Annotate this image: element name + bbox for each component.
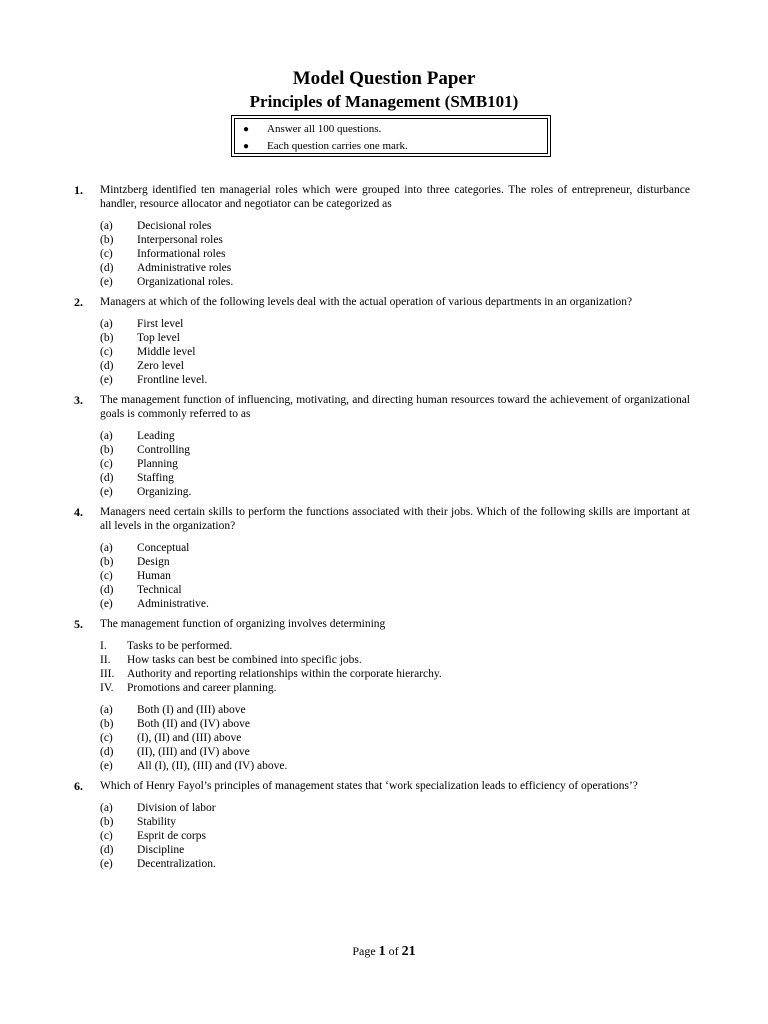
option-list bbox=[0, 317, 768, 387]
option bbox=[100, 471, 768, 485]
option-label: (a) bbox=[100, 802, 113, 814]
option-label: (a) bbox=[100, 220, 113, 232]
instructions-inner-border bbox=[234, 118, 548, 154]
statement bbox=[100, 653, 768, 667]
option bbox=[100, 857, 768, 871]
option-text: Conceptual bbox=[137, 542, 190, 554]
option-text: Frontline level. bbox=[137, 374, 208, 386]
statement-label: III. bbox=[100, 668, 115, 680]
option bbox=[100, 275, 768, 289]
option bbox=[100, 703, 768, 717]
option-label: (e) bbox=[100, 276, 113, 288]
option-list bbox=[0, 703, 768, 773]
option bbox=[100, 759, 768, 773]
option-label: (a) bbox=[100, 704, 113, 716]
option-text: Organizational roles. bbox=[137, 276, 234, 288]
option-text: Zero level bbox=[137, 360, 184, 372]
statement-list bbox=[0, 639, 768, 695]
option-label: (c) bbox=[100, 248, 113, 260]
option bbox=[100, 583, 768, 597]
option-label: (c) bbox=[100, 570, 113, 582]
option-text: Decisional roles bbox=[137, 220, 212, 232]
statement bbox=[100, 667, 768, 681]
option-label: (c) bbox=[100, 346, 113, 358]
option-label: (e) bbox=[100, 760, 113, 772]
total-pages-number: 21 bbox=[401, 944, 416, 959]
question-number: 1. bbox=[74, 183, 83, 197]
instruction-text: Each question carries one mark. bbox=[267, 140, 408, 152]
option-label: (d) bbox=[100, 472, 114, 484]
option-text: Division of labor bbox=[137, 802, 216, 814]
option bbox=[100, 345, 768, 359]
option bbox=[100, 843, 768, 857]
option-text: (II), (III) and (IV) above bbox=[137, 746, 250, 758]
option-text: Esprit de corps bbox=[137, 830, 206, 842]
option-text: Technical bbox=[137, 584, 182, 596]
option bbox=[100, 569, 768, 583]
question-number: 5. bbox=[74, 617, 83, 631]
option-text: Staffing bbox=[137, 472, 174, 484]
option-text: Planning bbox=[137, 458, 178, 470]
option-label: (b) bbox=[100, 718, 114, 730]
question-3 bbox=[0, 393, 768, 499]
option-text: Top level bbox=[137, 332, 180, 344]
question-text: Which of Henry Fayol’s principles of management states that ‘work specialization leads to efficiency of operations’? bbox=[100, 780, 638, 792]
bullet-icon: ● bbox=[243, 141, 250, 152]
option bbox=[100, 597, 768, 611]
question-5 bbox=[0, 617, 768, 773]
option bbox=[100, 247, 768, 261]
option-text: Middle level bbox=[137, 346, 196, 358]
option bbox=[100, 317, 768, 331]
page-word: Page bbox=[352, 944, 376, 958]
option bbox=[100, 331, 768, 345]
option-label: (d) bbox=[100, 360, 114, 372]
option-label: (d) bbox=[100, 584, 114, 596]
option bbox=[100, 555, 768, 569]
question-6 bbox=[0, 779, 768, 871]
statement-label: IV. bbox=[100, 682, 114, 694]
option-text: (I), (II) and (III) above bbox=[137, 732, 242, 744]
option-label: (b) bbox=[100, 332, 114, 344]
question-4 bbox=[0, 505, 768, 611]
instructions-box bbox=[231, 115, 551, 157]
question-list bbox=[0, 183, 768, 877]
option-label: (e) bbox=[100, 374, 113, 386]
option bbox=[100, 801, 768, 815]
option-text: Both (II) and (IV) above bbox=[137, 718, 251, 730]
option-label: (b) bbox=[100, 556, 114, 568]
option-list bbox=[0, 429, 768, 499]
question-1 bbox=[0, 183, 768, 289]
question-text: Managers need certain skills to perform the functions associated with their jobs. Which of the following skills are important at all levels in the organization? bbox=[100, 506, 690, 532]
option bbox=[100, 829, 768, 843]
option-label: (e) bbox=[100, 486, 113, 498]
option-label: (a) bbox=[100, 318, 113, 330]
option-text: Human bbox=[137, 570, 171, 582]
option-list bbox=[0, 541, 768, 611]
option-label: (c) bbox=[100, 830, 113, 842]
option-list bbox=[0, 219, 768, 289]
option-text: Informational roles bbox=[137, 248, 226, 260]
instruction-text: Answer all 100 questions. bbox=[267, 123, 382, 135]
question-text: Mintzberg identified ten managerial roles which were grouped into three categories. The roles of entrepreneur, disturbance handler, resource allocator and negotiator can be categorized as bbox=[100, 184, 690, 210]
option-label: (a) bbox=[100, 430, 113, 442]
statement-label: I. bbox=[100, 640, 107, 652]
option-text: First level bbox=[137, 318, 184, 330]
statement bbox=[100, 681, 768, 695]
question-text: The management function of organizing involves determining bbox=[100, 618, 386, 630]
statement-label: II. bbox=[100, 654, 111, 666]
option-label: (d) bbox=[100, 844, 114, 856]
question-number: 2. bbox=[74, 295, 83, 309]
option-text: Administrative roles bbox=[137, 262, 232, 274]
option bbox=[100, 443, 768, 457]
current-page-number: 1 bbox=[378, 944, 386, 959]
option bbox=[100, 485, 768, 499]
statement-text: Tasks to be performed. bbox=[127, 640, 233, 652]
option-text: Leading bbox=[137, 430, 175, 442]
option-label: (d) bbox=[100, 746, 114, 758]
option bbox=[100, 359, 768, 373]
statement-text: How tasks can best be combined into specific jobs. bbox=[127, 654, 362, 666]
option-text: All (I), (II), (III) and (IV) above. bbox=[137, 760, 288, 772]
option-label: (c) bbox=[100, 458, 113, 470]
option bbox=[100, 373, 768, 387]
option-text: Design bbox=[137, 556, 170, 568]
statement bbox=[100, 639, 768, 653]
option-label: (b) bbox=[100, 444, 114, 456]
option bbox=[100, 219, 768, 233]
option bbox=[100, 717, 768, 731]
question-number: 6. bbox=[74, 779, 83, 793]
option-text: Decentralization. bbox=[137, 858, 216, 870]
option-label: (c) bbox=[100, 732, 113, 744]
statement-text: Authority and reporting relationships within the corporate hierarchy. bbox=[127, 668, 442, 680]
option-text: Administrative. bbox=[137, 598, 209, 610]
option bbox=[100, 731, 768, 745]
question-number: 3. bbox=[74, 393, 83, 407]
instruction-item bbox=[235, 138, 547, 155]
option-label: (d) bbox=[100, 262, 114, 274]
option bbox=[100, 745, 768, 759]
of-word: of bbox=[388, 944, 399, 958]
instruction-item bbox=[235, 121, 547, 138]
question-2 bbox=[0, 295, 768, 387]
question-text: The management function of influencing, motivating, and directing human resources toward the achievement of organizational goals is commonly referred to as bbox=[100, 394, 690, 420]
option-label: (e) bbox=[100, 598, 113, 610]
option-text: Both (I) and (III) above bbox=[137, 704, 246, 716]
option-text: Discipline bbox=[137, 844, 185, 856]
question-number: 4. bbox=[74, 505, 83, 519]
page-footer bbox=[0, 944, 768, 959]
option-text: Organizing. bbox=[137, 486, 192, 498]
statement-text: Promotions and career planning. bbox=[127, 682, 277, 694]
option-label: (a) bbox=[100, 542, 113, 554]
page-title: Model Question Paper bbox=[292, 68, 476, 89]
option-label: (b) bbox=[100, 234, 114, 246]
option-text: Controlling bbox=[137, 444, 191, 456]
page-subtitle: Principles of Management (SMB101) bbox=[249, 92, 519, 111]
option-label: (e) bbox=[100, 858, 113, 870]
option-label: (b) bbox=[100, 816, 114, 828]
option bbox=[100, 429, 768, 443]
option-list bbox=[0, 801, 768, 871]
bullet-icon: ● bbox=[243, 124, 250, 135]
option-text: Interpersonal roles bbox=[137, 234, 223, 246]
option-text: Stability bbox=[137, 816, 176, 828]
option bbox=[100, 815, 768, 829]
option bbox=[100, 541, 768, 555]
option bbox=[100, 261, 768, 275]
question-text: Managers at which of the following levels deal with the actual operation of various departments in an organization? bbox=[100, 296, 633, 308]
option bbox=[100, 457, 768, 471]
option bbox=[100, 233, 768, 247]
